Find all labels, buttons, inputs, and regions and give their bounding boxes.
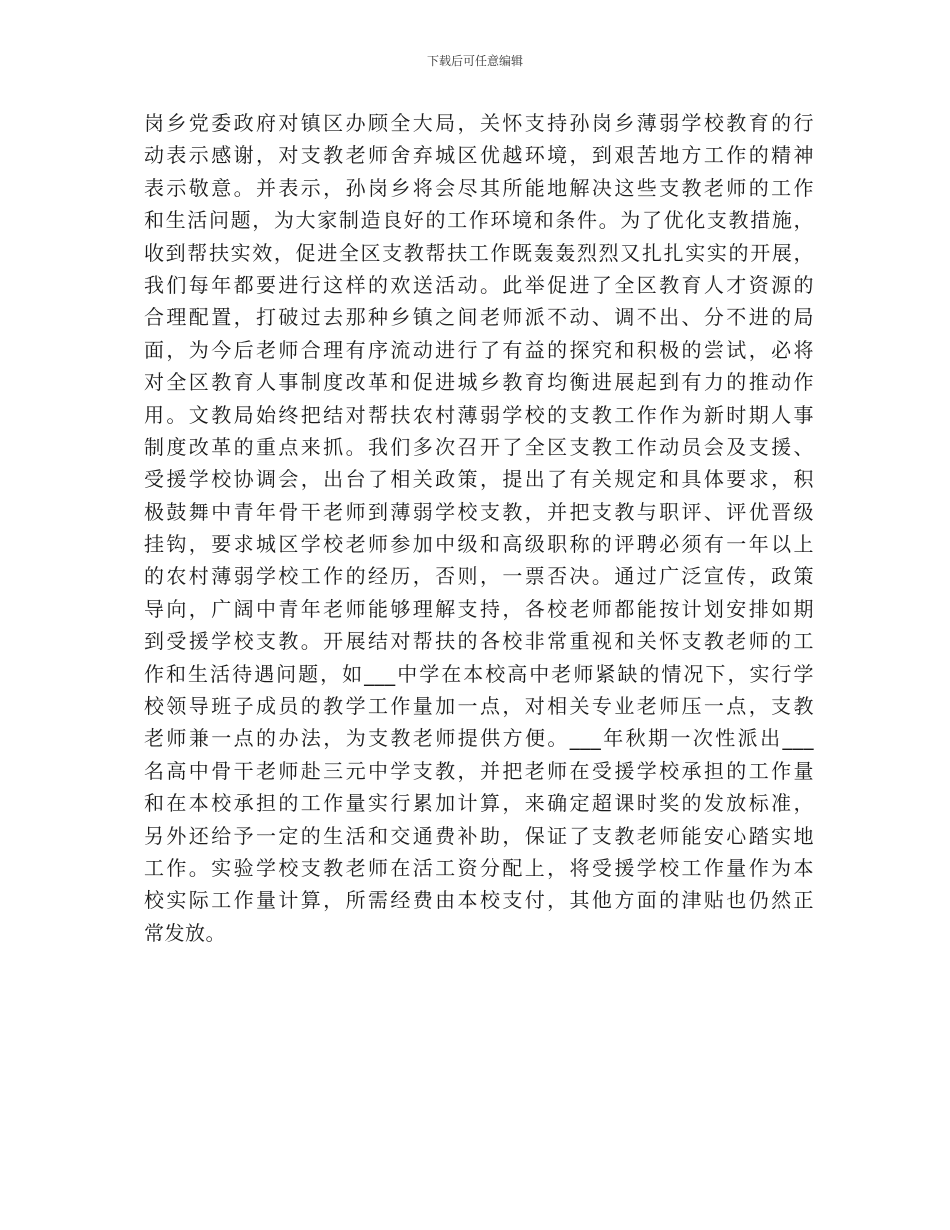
text-line: 合理配置，打破过去那种乡镇之间老师派不动、调不出、分不进的局 [144,305,814,330]
text-line: 挂钩，要求城区学校老师参加中级和高级职称的评聘必须有一年以上 [144,532,814,557]
text-line: 作和生活待遇问题，如___中学在本校高中老师紧缺的情况下，实行学 [144,661,814,686]
text-line: 制度改革的重点来抓。我们多次召开了全区支教工作动员会及支援、 [144,434,814,459]
text-line: 工作。实验学校支教老师在活工资分配上，将受援学校工作量作为本 [144,855,814,880]
text-line: 用。文教局始终把结对帮扶农村薄弱学校的支教工作作为新时期人事 [144,402,814,427]
text-line: 的农村薄弱学校工作的经历，否则，一票否决。通过广泛宣传，政策 [144,564,814,589]
text-line: 老师兼一点的办法，为支教老师提供方便。___年秋期一次性派出___ [144,726,814,751]
text-line: 另外还给予一定的生活和交通费补助，保证了支教老师能安心踏实地 [144,823,814,848]
text-line: 我们每年都要进行这样的欢送活动。此举促进了全区教育人才资源的 [144,272,814,297]
document-body [144,107,814,949]
text-line: 受援学校协调会，出台了相关政策，提出了有关规定和具体要求，积 [144,467,814,492]
text-line: 极鼓舞中青年骨干老师到薄弱学校支教，并把支教与职评、评优晋级 [144,499,814,524]
text-line: 表示敬意。并表示，孙岗乡将会尽其所能地解决这些支教老师的工作 [144,175,814,200]
text-line: 对全区教育人事制度改革和促进城乡教育均衡进展起到有力的推动作 [144,370,814,395]
text-line: 面，为今后老师合理有序流动进行了有益的探究和积极的尝试，必将 [144,337,814,362]
text-line: 到受援学校支教。开展结对帮扶的各校非常重视和关怀支教老师的工 [144,629,814,654]
text-line: 动表示感谢，对支教老师舍弃城区优越环境，到艰苦地方工作的精神 [144,143,814,168]
text-line: 校领导班子成员的教学工作量加一点，对相关专业老师压一点，支教 [144,694,814,719]
text-line: 岗乡党委政府对镇区办顾全大局，关怀支持孙岗乡薄弱学校教育的行 [144,111,814,135]
text-line: 校实际工作量计算，所需经费由本校支付，其他方面的津贴也仍然正 [144,888,814,913]
page-header: 下载后可任意编辑 [426,54,523,68]
text-line: 和在本校承担的工作量实行累加计算，来确定超课时奖的发放标准， [144,791,814,816]
text-line: 收到帮扶实效，促进全区支教帮扶工作既轰轰烈烈又扎扎实实的开展， [144,240,814,265]
text-line: 常发放。 [144,920,226,945]
text-line: 和生活问题，为大家制造良好的工作环境和条件。为了优化支教措施， [144,208,814,233]
text-line: 导向，广阔中青年老师能够理解支持，各校老师都能按计划安排如期 [144,596,814,621]
text-line: 名高中骨干老师赴三元中学支教，并把老师在受援学校承担的工作量 [144,758,814,783]
